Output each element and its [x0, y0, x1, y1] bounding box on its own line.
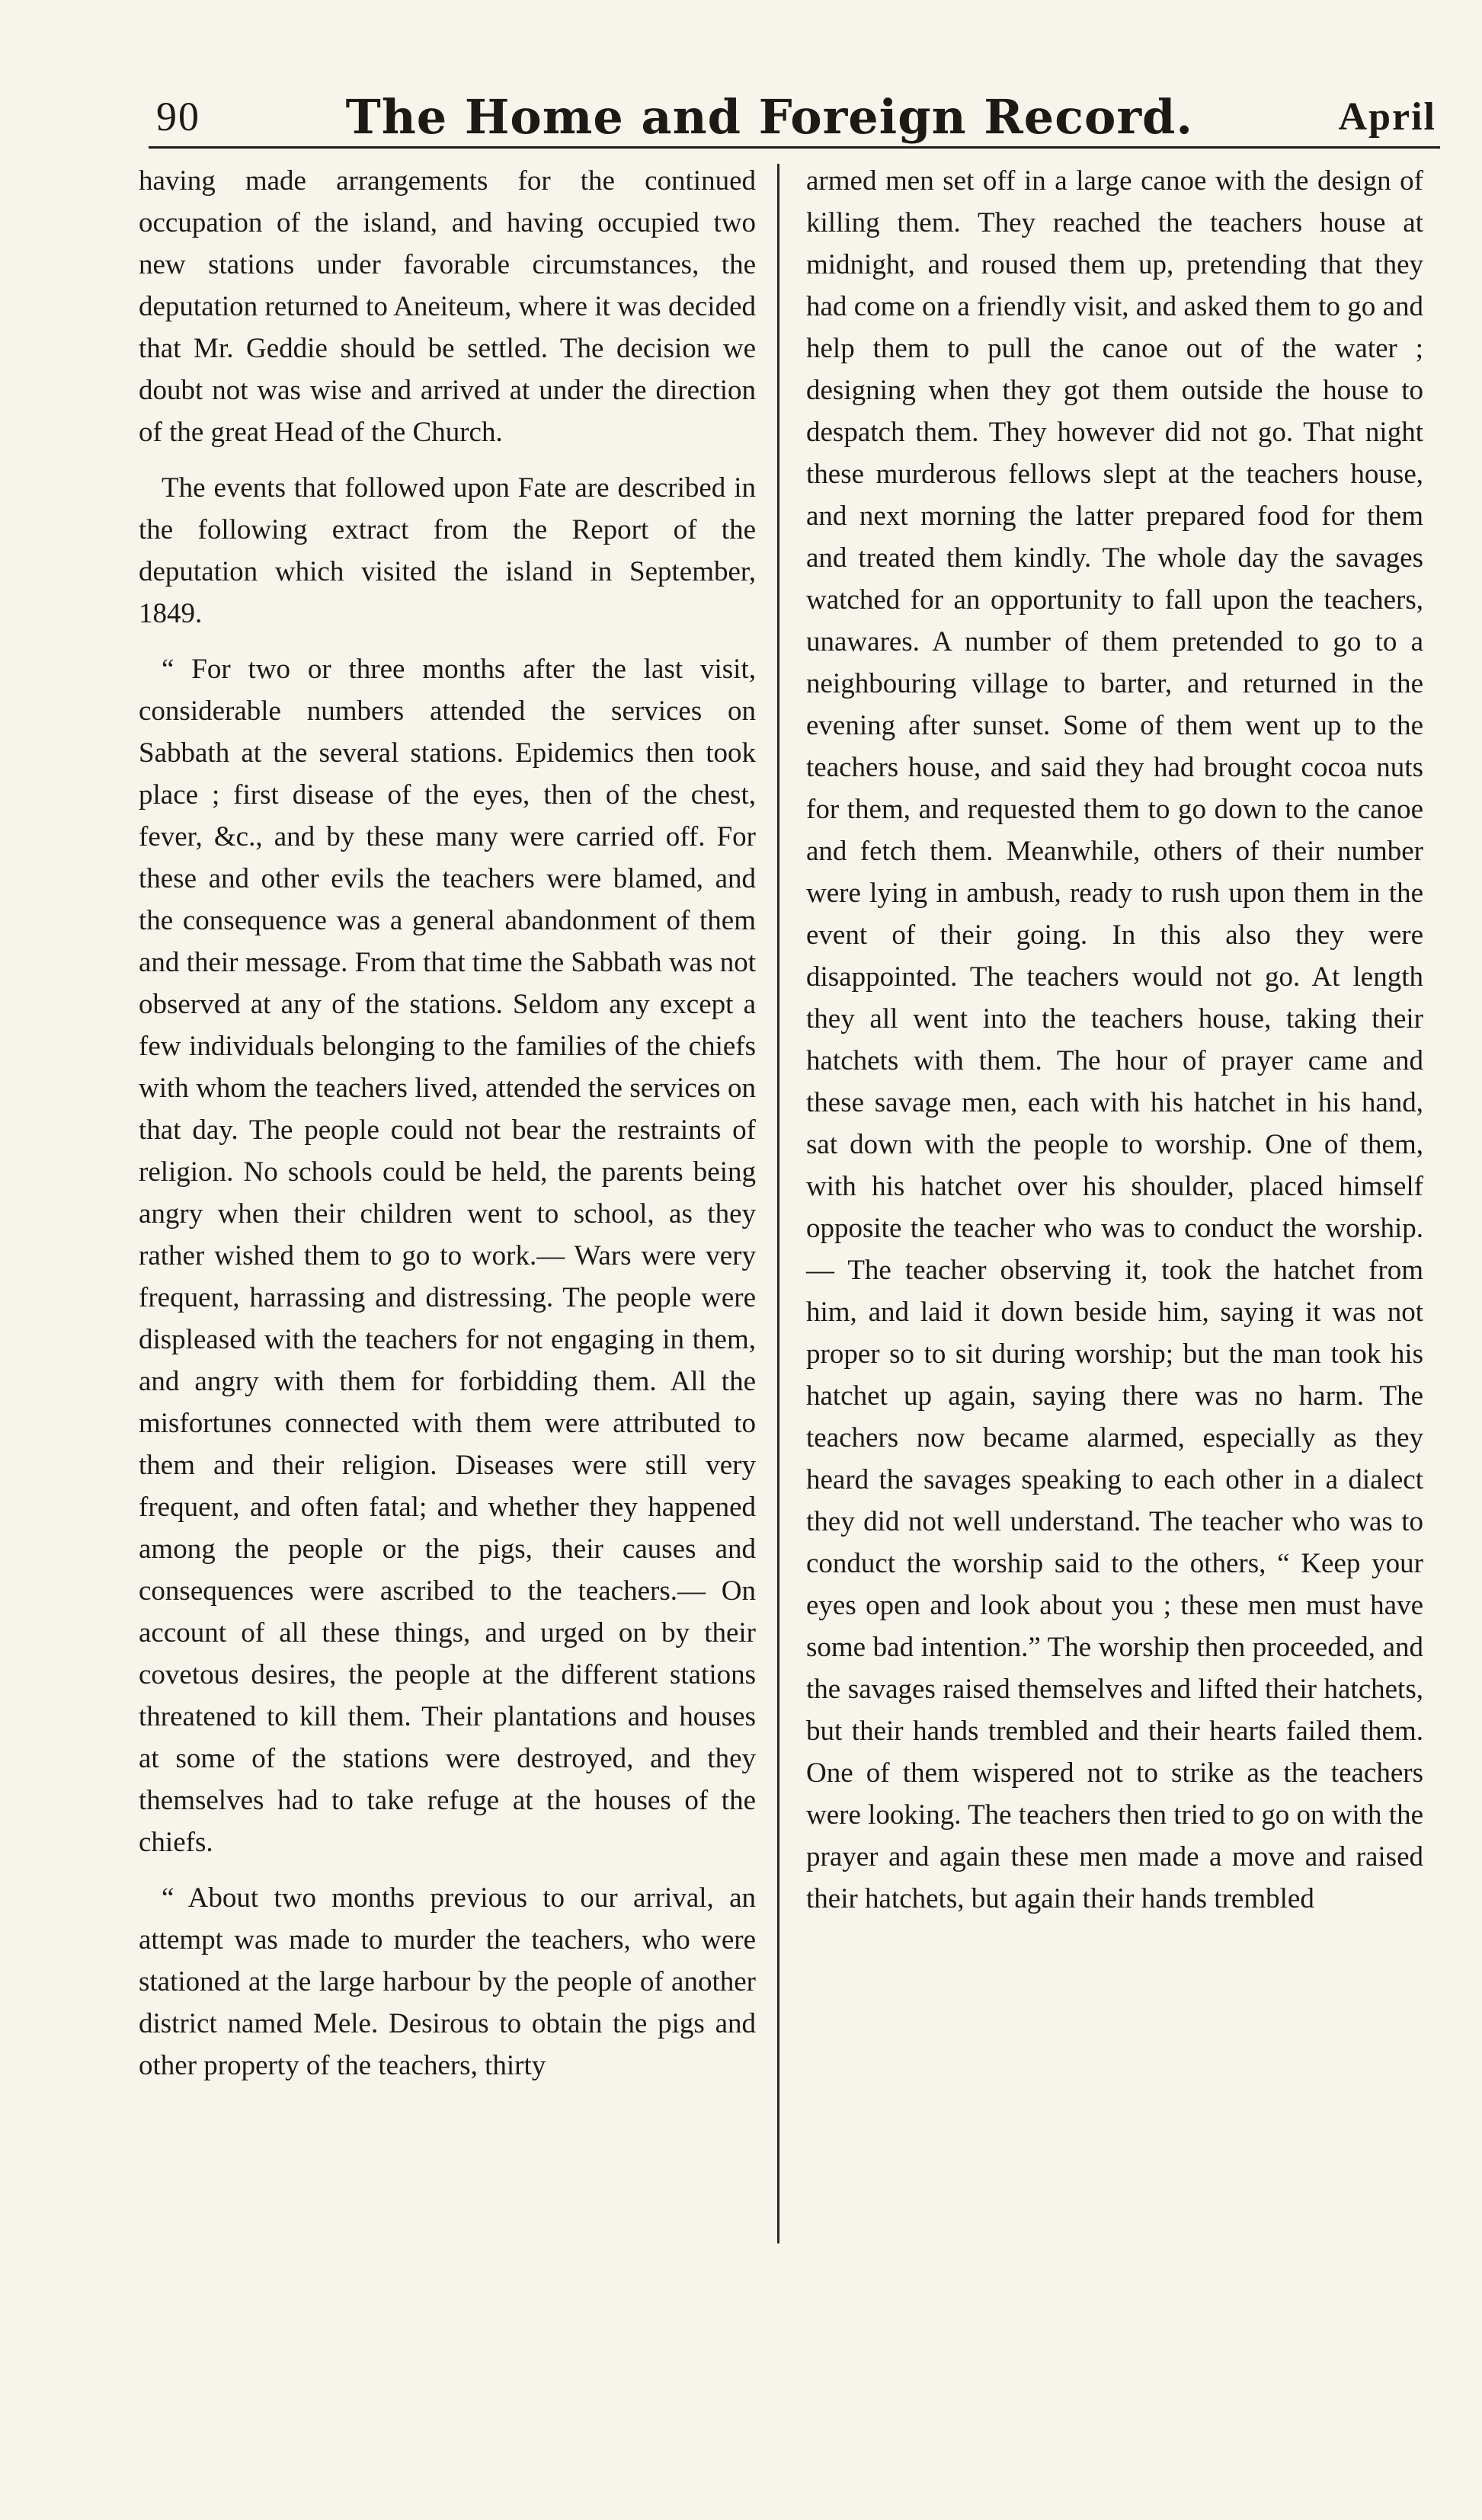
paragraph: “ About two months previous to our arrival, an attempt was made to murder the teachers, who were stationed at the large harbour by the people of another district named Mele. Desirous to obtain the pigs and other property of the teachers, thirty — [139, 1882, 756, 2081]
page-number: 90 — [156, 94, 200, 139]
page-header — [156, 82, 1436, 151]
column-divider — [777, 164, 779, 2243]
running-month: April — [1338, 94, 1436, 139]
paragraph: having made arrangements for the continued occupation of the island, and having occupied two new stations under favorable circumstances, the deputation returned to Aneiteum, where it was decided that Mr. Geddie should be settled. The decision we doubt not was wise and arrived at under the direction of the great Head of the Church. — [139, 165, 756, 448]
paragraph: The events that followed upon Fate are described in the following extract from the Report of the deputation which visited the island in September, 1849. — [139, 472, 756, 629]
running-title: The Home and Foreign Record. — [345, 88, 1193, 145]
header-rule — [149, 146, 1440, 149]
right-column — [806, 160, 1423, 1920]
paragraph: “ For two or three months after the last visit, considerable numbers attended the services on Sabbath at the several stations. Epidemics then took place ; first disease of the eyes, then of the chest, fever, &c., and by these many were carried off. For these and other evils the teachers were blamed, and the consequence was a general abandonment of them and their message. From that time the Sabbath was not observed at any of the stations. Seldom any except a few individuals belonging to the families of the chiefs with whom the teachers lived, attended the services on that day. The people could not bear the restraints of religion. No schools could be held, the parents being angry when their children went to school, as they rather wished them to go to work.— Wars were very frequent, harrassing and distressing. The people were displeased with the teachers for not engaging in them, and angry with them for forbidding them. All the misfortunes connected with them were attributed to them and their religion. Diseases were still very frequent, and often fatal; and whether they happened among the people or the pigs, their causes and consequences were ascribed to the teachers.— On account of all these things, and urged on by their covetous desires, the people at the different stations threatened to kill them. Their plantations and houses at some of the stations were destroyed, and they themselves had to take refuge at the houses of the chiefs. — [139, 654, 756, 1858]
left-column — [139, 160, 756, 2100]
paragraph: armed men set off in a large canoe with the design of killing them. They reached the teachers house at midnight, and roused them up, pretending that they had come on a friendly visit, and asked them to go and help them to pull the canoe out of the water ; designing when they got them outside the house to despatch them. They however did not go. That night these murderous fellows slept at the teachers house, and next morning the latter prepared food for them and treated them kindly. The whole day the savages watched for an opportunity to fall upon the teachers, unawares. A number of them pretended to go to a neighbouring village to barter, and returned in the evening after sunset. Some of them went up to the teachers house, and said they had brought cocoa nuts for them, and requested them to go down to the canoe and fetch them. Meanwhile, others of their number were lying in ambush, ready to rush upon them in the event of their going. In this also they were disappointed. The teachers would not go. At length they all went into the teachers house, taking their hatchets with them. The hour of prayer came and these savage men, each with his hatchet in his hand, sat down with the people to worship. One of them, with his hatchet over his shoulder, placed himself opposite the teacher who was to conduct the worship.— The teacher observing it, took the hatchet from him, and laid it down beside him, saying it was not proper so to sit during worship; but the man took his hatchet up again, saying there was no harm. The teachers now became alarmed, especially as they heard the savages speaking to each other in a dialect they did not well understand. The teacher who was to conduct the worship said to the others, “ Keep your eyes open and look about you ; these men must have some bad intention.” The worship then proceeded, and the savages raised themselves and lifted their hatchets, but their hands trembled and their hearts failed them. One of them wispered not to strike as the teachers were looking. The teachers then tried to go on with the prayer and again these men made a move and raised their hatchets, but again their hands trembled — [806, 165, 1424, 1914]
